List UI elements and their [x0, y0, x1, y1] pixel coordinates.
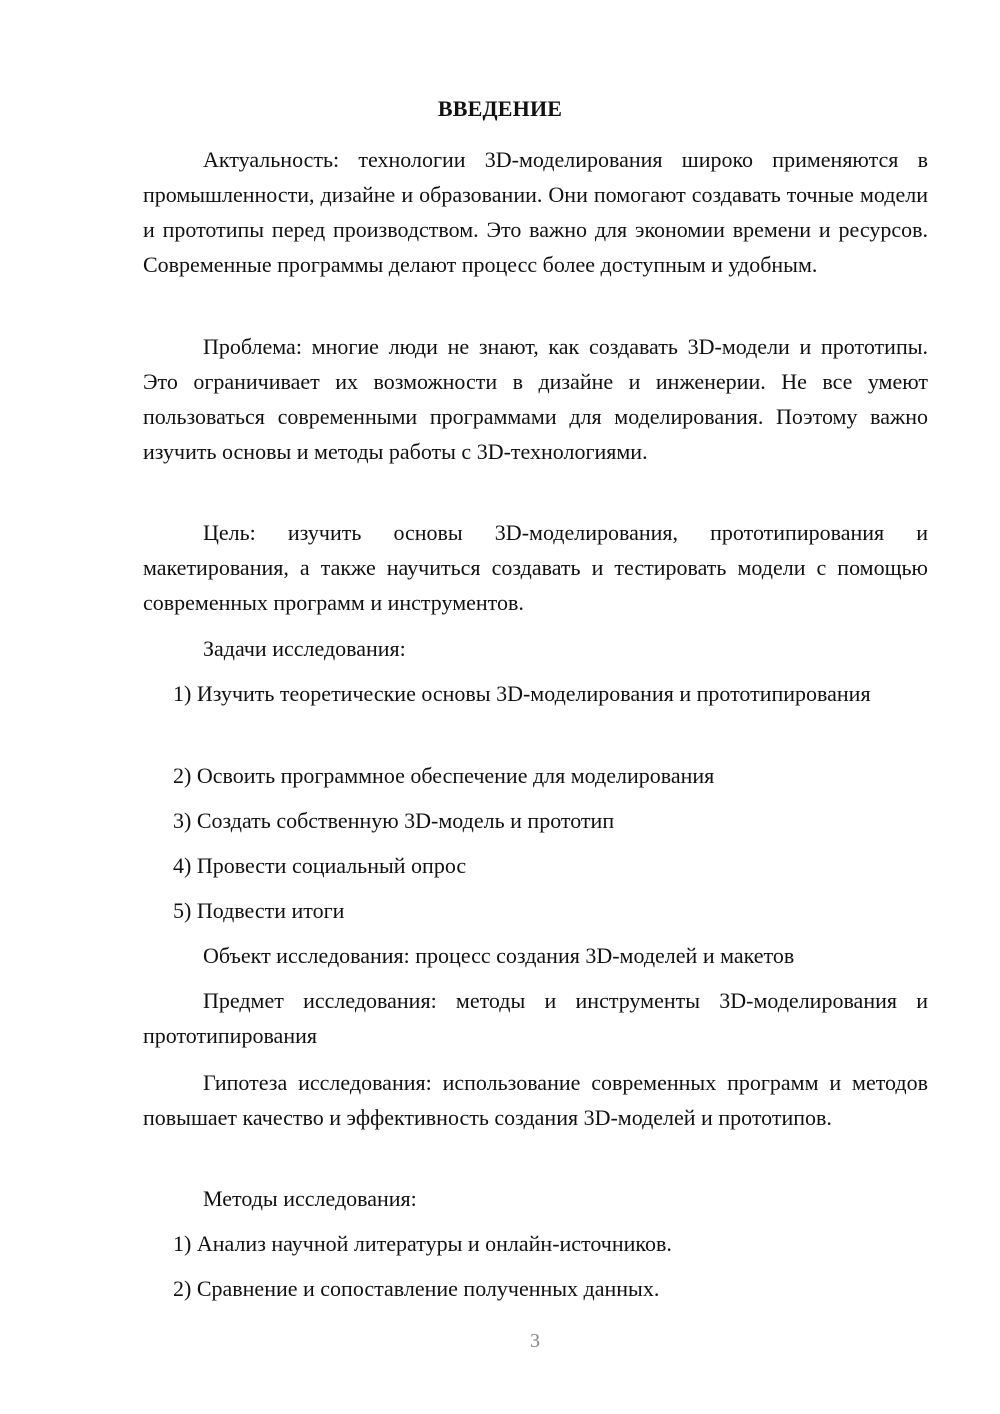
page-title: ВВЕДЕНИЕ — [437, 96, 563, 121]
paragraph-relevance: Актуальность: технологии 3D-моделирования широко применяются в промышленности, дизайне и образовании. Они помогают создавать точные модели и прототипы перед производством. Это важно для экономии времени и ресурсов. Современные программы делают процесс более доступным и удобным. — [143, 147, 928, 277]
paragraph-goal: Цель: изучить основы 3D-моделирования, прототипирования и макетирования, а также научиться создавать и тестировать модели с помощью современных программ и инструментов. — [143, 520, 928, 615]
task-item-3: 3) Создать собственную 3D-модель и прототип — [173, 808, 615, 833]
paragraph-object: Объект исследования: процесс создания 3D-моделей и макетов — [203, 943, 795, 968]
task-item-2: 2) Освоить программное обеспечение для моделирования — [173, 763, 715, 788]
paragraph-problem: Проблема: многие люди не знают, как создавать 3D-модели и прототипы. Это ограничивает их возможности в дизайне и инженерии. Не все умеют пользоваться современными программами для моделирования. Поэтому важно изучить основы и методы работы с 3D-технологиями. — [143, 334, 928, 464]
tasks-heading: Задачи исследования: — [203, 636, 406, 661]
page-number: 3 — [530, 1330, 540, 1352]
methods-heading: Методы исследования: — [203, 1186, 417, 1211]
method-item-1: 1) Анализ научной литературы и онлайн-источников. — [173, 1231, 672, 1256]
task-item-5: 5) Подвести итоги — [173, 898, 345, 923]
method-item-2: 2) Сравнение и сопоставление полученных данных. — [173, 1276, 660, 1301]
paragraph-subject: Предмет исследования: методы и инструменты 3D-моделирования и прототипирования — [143, 988, 928, 1048]
task-item-4: 4) Провести социальный опрос — [173, 853, 467, 878]
task-item-1: 1) Изучить теоретические основы 3D-моделирования и прототипирования — [173, 681, 871, 706]
paragraph-hypothesis: Гипотеза исследования: использование современных программ и методов повышает качество и эффективность создания 3D-моделей и прототипов. — [143, 1070, 928, 1130]
